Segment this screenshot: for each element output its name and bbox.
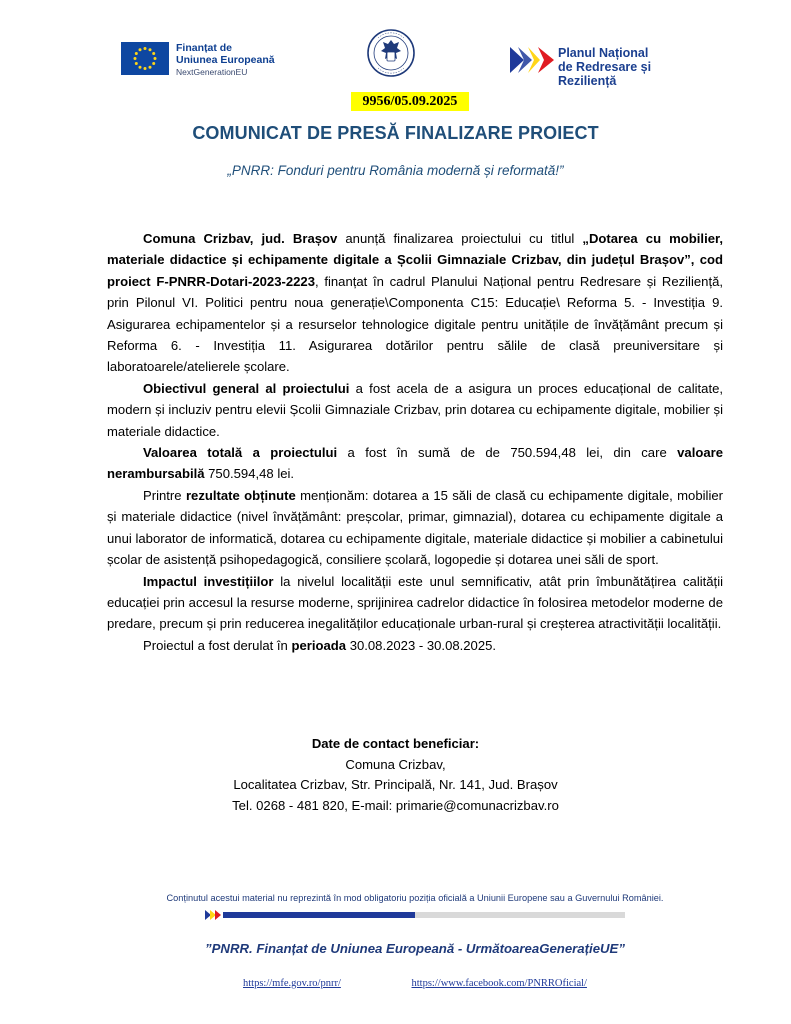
results-label: rezultate obținute — [185, 487, 296, 503]
eu-logo-line1: Finanțat de — [176, 42, 233, 54]
link-facebook-pnrr[interactable]: https://www.facebook.com/PNRROficial/ — [411, 978, 587, 989]
project-title: „Dotarea cu mobilier, materiale didactice și echipamente digitale a Școlii Gimnaziale Crizbav, din județul Brașov”, cod proiect F-PNRR-Dotari-2023-2223 — [107, 231, 724, 289]
press-release-body — [107, 228, 723, 656]
paragraph-text: anunță finalizarea proiectului cu titlul — [337, 231, 583, 246]
footer-slogan: ”PNRR. Finanțat de Uniunea Europeană - UrmătoareaGenerațieUE” — [205, 941, 625, 956]
objective-label: Obiectivul general al proiectului — [143, 380, 350, 396]
pnrr-logo-text — [558, 46, 710, 88]
paragraph-results — [107, 485, 723, 571]
pnrr-logo — [510, 45, 710, 88]
paragraph-announcement — [107, 228, 723, 378]
eu-logo-text — [176, 42, 275, 78]
registration-number: 9956/05.09.2025 — [351, 92, 469, 111]
paragraph-text: a fost acela de a asigura un proces educațional de calitate, modern și incluziv pentru elevii Școlii Gimnaziale Crizbav, prin dotarea cu echipamente digitale, mobilier și materiale didactice. — [107, 380, 724, 439]
link-mfe-pnrr[interactable]: https://mfe.gov.ro/pnrr/ — [243, 978, 341, 989]
pnrr-logo-line2: de Redresare și Reziliență — [558, 60, 652, 88]
footer-links — [0, 978, 791, 989]
paragraph-text: Printre — [143, 487, 186, 503]
footer-color-bar — [205, 910, 625, 920]
total-value-label: Valoarea totală a proiectului — [143, 445, 338, 461]
paragraph-text: , finanțat în cadrul Planului Național pentru Redresare și Reziliență, prin Pilonul VI. Politici pentru noua generație\Componenta C15: Educație\ Reforma 5. - Investiția 9. Asigurarea echipamentelor și a resurselor tehnologice digitale pentru unitățile de învățământ precum și Reforma 6. - Investiția 11. Asigurarea dotărilor pentru sălile de clasă preuniversitare și laboratoarele/atelierele școlare. — [107, 273, 723, 375]
eu-logo-line2: Uniunea Europeană — [176, 54, 275, 66]
paragraph-text: Proiectul a fost derulat în — [143, 637, 292, 653]
paragraph-objective — [107, 378, 723, 442]
footer-disclaimer: Conținutul acestui material nu reprezintă în mod obligatoriu poziția oficială a Uniunii Europene sau a Guvernului României. — [166, 893, 664, 903]
paragraph-text: a fost în sumă de de 750.594,48 lei, din care — [337, 445, 678, 461]
pnrr-logo-icon — [510, 47, 554, 73]
eu-flag-icon — [121, 42, 169, 75]
impact-label: Impactul investițiilor — [143, 573, 274, 589]
contact-phone-email: Tel. 0268 - 481 820, E-mail: primarie@comunacrizbav.ro — [232, 797, 559, 813]
eu-funding-logo — [121, 42, 291, 78]
paragraph-text: 750.594,48 lei. — [204, 466, 295, 482]
contact-address: Localitatea Crizbav, Str. Principală, Nr. 141, Jud. Brașov — [233, 777, 558, 792]
contact-block — [0, 734, 791, 816]
paragraph-text: menționăm: dotarea a 15 săli de clasă cu echipamente digitale, mobilier și materiale didactice (nivel învățământ: preșcolar, primar, gimnazial), dotarea cu echipamente digitale a unui laborator de informatică, dotarea cu echipamente digitale, materiale didactice și mobilier a cabinetului școlar de asistență psihopedagogică, consiliere școlară, logopedie și dotarea unei săli de sport. — [107, 487, 723, 568]
eu-logo-line3: NextGenerationEU — [176, 67, 248, 77]
beneficiary-name: Comuna Crizbav, jud. Brașov — [143, 231, 338, 246]
non-refundable-label: valoare nerambursabilă — [107, 445, 723, 482]
pnrr-logo-line1: Planul Național — [558, 46, 649, 60]
paragraph-impact — [107, 571, 723, 635]
paragraph-text: la nivelul localității este unul semnificativ, atât prin îmbunătățirea calității educației prin accesul la resurse moderne, sprijinirea cadrelor didactice în folosirea metodelor moderne de predare, precum și prin reducerea inegalităților educaționale urban-rural și creșterea atractivității localității. — [107, 573, 724, 632]
document-slogan: „PNRR: Fonduri pentru România modernă și reformată!” — [227, 163, 564, 178]
paragraph-value — [107, 442, 723, 485]
contact-name: Comuna Crizbav, — [345, 756, 446, 772]
page-title: COMUNICAT DE PRESĂ FINALIZARE PROIECT — [192, 123, 599, 143]
paragraph-text: 30.08.2023 - 30.08.2025. — [346, 637, 497, 653]
paragraph-period — [107, 635, 723, 656]
period-label: perioada — [291, 637, 347, 653]
romanian-government-coat-of-arms-icon — [366, 28, 416, 78]
contact-heading: Date de contact beneficiar: — [311, 736, 480, 751]
